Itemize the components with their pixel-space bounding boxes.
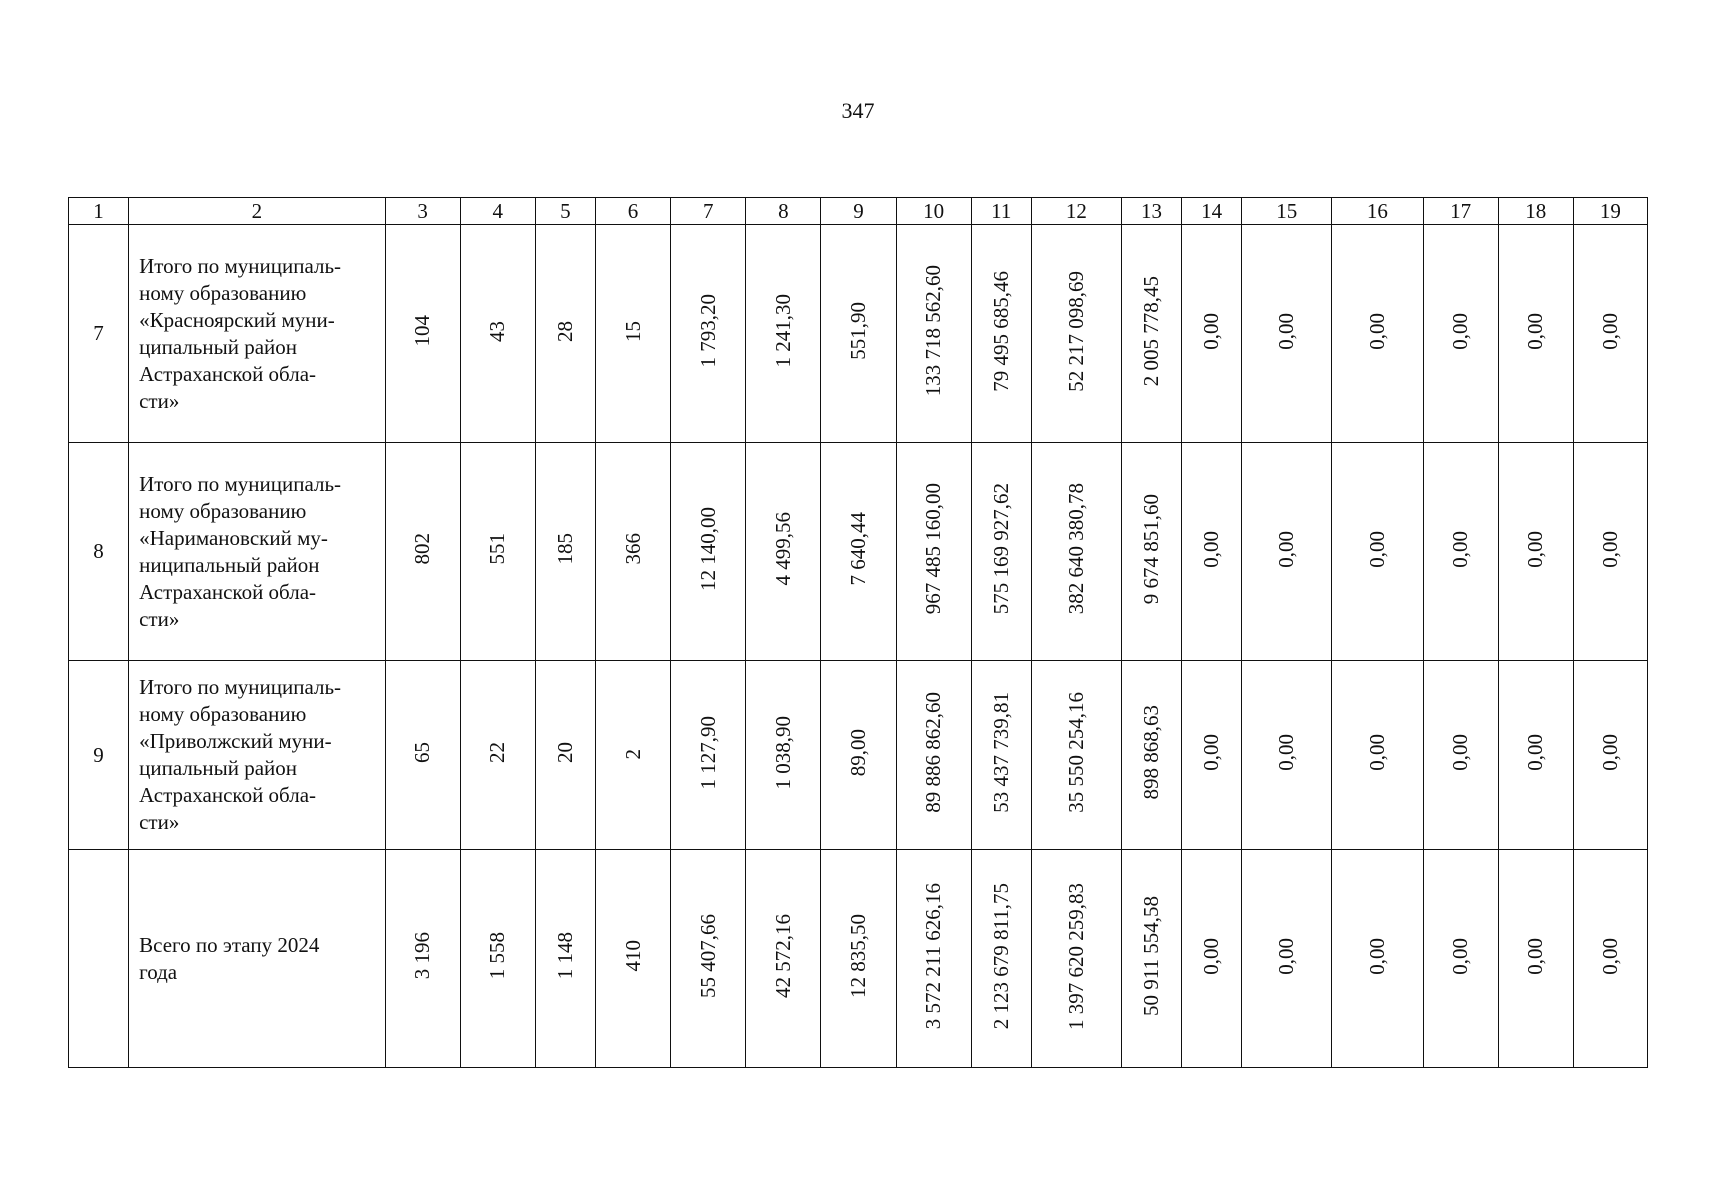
table-cell bbox=[1242, 850, 1332, 1068]
cell-value: 0,00 bbox=[1523, 312, 1548, 350]
table-cell bbox=[971, 661, 1031, 850]
cell-value: 1 397 620 259,83 bbox=[1063, 882, 1088, 1030]
cell-value: 1 038,90 bbox=[770, 715, 795, 790]
table-cell bbox=[1242, 443, 1332, 661]
table-cell bbox=[1573, 850, 1647, 1068]
table-cell bbox=[671, 850, 746, 1068]
cell-value: 0,00 bbox=[1448, 937, 1473, 975]
column-header: 19 bbox=[1573, 198, 1647, 225]
table-cell bbox=[1121, 443, 1181, 661]
table-cell bbox=[1332, 850, 1423, 1068]
table-cell bbox=[746, 443, 821, 661]
table-cell bbox=[1242, 225, 1332, 443]
column-header: 14 bbox=[1182, 198, 1242, 225]
cell-value: 410 bbox=[620, 940, 645, 972]
cell-value: 575 169 927,62 bbox=[988, 483, 1013, 615]
table-cell bbox=[460, 443, 535, 661]
column-header: 18 bbox=[1498, 198, 1573, 225]
row-number: 9 bbox=[69, 661, 129, 850]
table-cell bbox=[1242, 661, 1332, 850]
cell-value: 55 407,66 bbox=[695, 914, 720, 998]
data-table bbox=[68, 197, 1648, 1068]
cell-value: 0,00 bbox=[1364, 530, 1389, 568]
cell-value: 0,00 bbox=[1364, 937, 1389, 975]
cell-value: 967 485 160,00 bbox=[921, 483, 946, 615]
table-cell bbox=[971, 443, 1031, 661]
table-cell bbox=[671, 225, 746, 443]
table-total-row bbox=[69, 850, 1648, 1068]
cell-value: 366 bbox=[620, 533, 645, 565]
cell-value: 0,00 bbox=[1364, 312, 1389, 350]
cell-value: 79 495 685,46 bbox=[988, 270, 1013, 392]
cell-value: 65 bbox=[410, 742, 435, 763]
table-cell bbox=[1182, 225, 1242, 443]
cell-value: 3 572 211 626,16 bbox=[921, 882, 946, 1030]
table-cell bbox=[1031, 661, 1121, 850]
table-cell bbox=[595, 225, 670, 443]
cell-value: 43 bbox=[485, 320, 510, 342]
cell-value: 0,00 bbox=[1597, 734, 1622, 771]
cell-value: 35 550 254,16 bbox=[1063, 692, 1088, 813]
table-cell bbox=[1031, 225, 1121, 443]
column-header: 7 bbox=[671, 198, 746, 225]
cell-value: 0,00 bbox=[1199, 530, 1224, 568]
row-name: Итого по муниципаль- ному образованию «Красноярский муни- ципальный район Астраханской обла- сти» bbox=[129, 225, 385, 443]
cell-value: 0,00 bbox=[1448, 530, 1473, 568]
table-cell bbox=[1423, 661, 1498, 850]
table-cell bbox=[1498, 850, 1573, 1068]
row-name: Итого по муниципаль- ному образованию «Приволжский муни- ципальный район Астраханской обла- сти» bbox=[129, 661, 385, 850]
column-header: 2 bbox=[129, 198, 385, 225]
cell-value: 22 bbox=[485, 742, 510, 763]
table-cell bbox=[896, 225, 971, 443]
table-cell bbox=[535, 850, 595, 1068]
cell-value: 4 499,56 bbox=[770, 512, 795, 586]
table-cell bbox=[1121, 225, 1181, 443]
table-cell bbox=[385, 850, 460, 1068]
cell-value: 0,00 bbox=[1597, 312, 1622, 350]
table-cell bbox=[821, 225, 896, 443]
cell-value: 0,00 bbox=[1274, 530, 1299, 568]
table-row bbox=[69, 225, 1648, 443]
cell-value: 382 640 380,78 bbox=[1063, 483, 1088, 615]
cell-value: 0,00 bbox=[1199, 312, 1224, 350]
table-cell bbox=[821, 661, 896, 850]
table-cell bbox=[385, 225, 460, 443]
row-name: Всего по этапу 2024 года bbox=[129, 850, 385, 1068]
cell-value: 20 bbox=[552, 742, 577, 763]
cell-value: 2 005 778,45 bbox=[1139, 275, 1163, 387]
header-row bbox=[69, 198, 1648, 225]
cell-value: 28 bbox=[552, 320, 577, 342]
table-cell bbox=[1423, 443, 1498, 661]
table-cell bbox=[1182, 661, 1242, 850]
table-cell bbox=[1332, 443, 1423, 661]
cell-value: 1 148 bbox=[552, 932, 577, 980]
column-header: 1 bbox=[69, 198, 129, 225]
table-cell bbox=[821, 850, 896, 1068]
table-cell bbox=[1121, 850, 1181, 1068]
cell-value: 1 241,30 bbox=[770, 294, 795, 368]
cell-value: 3 196 bbox=[410, 932, 435, 980]
cell-value: 0,00 bbox=[1523, 530, 1548, 568]
cell-value: 185 bbox=[552, 533, 577, 565]
table-cell bbox=[535, 443, 595, 661]
column-header: 4 bbox=[460, 198, 535, 225]
table-cell bbox=[385, 661, 460, 850]
column-header: 17 bbox=[1423, 198, 1498, 225]
table-cell bbox=[1573, 661, 1647, 850]
table-cell bbox=[385, 443, 460, 661]
cell-value: 2 123 679 811,75 bbox=[988, 882, 1013, 1030]
cell-value: 1 127,90 bbox=[695, 715, 720, 790]
cell-value: 52 217 098,69 bbox=[1063, 270, 1088, 392]
column-header: 6 bbox=[595, 198, 670, 225]
cell-value: 0,00 bbox=[1199, 937, 1224, 975]
cell-value: 0,00 bbox=[1364, 734, 1389, 771]
column-header: 11 bbox=[971, 198, 1031, 225]
table-row bbox=[69, 661, 1648, 850]
table-cell bbox=[460, 225, 535, 443]
column-header: 13 bbox=[1121, 198, 1181, 225]
cell-value: 89,00 bbox=[845, 728, 870, 777]
table-cell bbox=[1031, 443, 1121, 661]
cell-value: 7 640,44 bbox=[845, 512, 870, 586]
table-cell bbox=[595, 850, 670, 1068]
cell-value: 12 140,00 bbox=[695, 507, 720, 591]
column-header: 9 bbox=[821, 198, 896, 225]
table-cell bbox=[671, 661, 746, 850]
table-cell bbox=[896, 661, 971, 850]
cell-value: 1 558 bbox=[485, 932, 510, 980]
cell-value: 551 bbox=[485, 533, 510, 565]
table-cell bbox=[535, 225, 595, 443]
table-cell bbox=[1498, 443, 1573, 661]
table-cell bbox=[1573, 443, 1647, 661]
cell-value: 9 674 851,60 bbox=[1139, 493, 1163, 605]
table-cell bbox=[1031, 850, 1121, 1068]
table-cell bbox=[896, 443, 971, 661]
column-header: 5 bbox=[535, 198, 595, 225]
table-cell bbox=[1121, 661, 1181, 850]
table-cell bbox=[1182, 443, 1242, 661]
table-cell bbox=[1182, 850, 1242, 1068]
cell-value: 2 bbox=[620, 748, 645, 759]
cell-value: 802 bbox=[410, 533, 435, 565]
cell-value: 133 718 562,60 bbox=[921, 265, 946, 397]
cell-value: 0,00 bbox=[1523, 734, 1548, 771]
column-header: 8 bbox=[746, 198, 821, 225]
cell-value: 898 868,63 bbox=[1139, 705, 1163, 800]
table-cell bbox=[535, 661, 595, 850]
table-cell bbox=[1332, 225, 1423, 443]
page-number: 347 bbox=[841, 98, 875, 123]
table-cell bbox=[896, 850, 971, 1068]
cell-value: 0,00 bbox=[1523, 937, 1548, 975]
table-cell bbox=[671, 443, 746, 661]
cell-value: 0,00 bbox=[1274, 937, 1299, 975]
table-cell bbox=[746, 850, 821, 1068]
table-cell bbox=[1498, 661, 1573, 850]
table-cell bbox=[746, 225, 821, 443]
row-number: 8 bbox=[69, 443, 129, 661]
column-header: 3 bbox=[385, 198, 460, 225]
row-number bbox=[69, 850, 129, 1068]
cell-value: 0,00 bbox=[1274, 734, 1299, 771]
cell-value: 0,00 bbox=[1448, 312, 1473, 350]
cell-value: 89 886 862,60 bbox=[921, 692, 946, 813]
table-cell bbox=[1573, 225, 1647, 443]
cell-value: 551,90 bbox=[845, 302, 870, 360]
column-header: 12 bbox=[1031, 198, 1121, 225]
cell-value: 53 437 739,81 bbox=[988, 692, 1013, 813]
cell-value: 0,00 bbox=[1274, 312, 1299, 350]
table-cell bbox=[971, 225, 1031, 443]
cell-value: 0,00 bbox=[1597, 530, 1622, 568]
table-cell bbox=[971, 850, 1031, 1068]
table-row bbox=[69, 443, 1648, 661]
table-cell bbox=[1423, 225, 1498, 443]
table-cell bbox=[746, 661, 821, 850]
table-cell bbox=[460, 850, 535, 1068]
column-header: 16 bbox=[1332, 198, 1423, 225]
row-name: Итого по муниципаль- ному образованию «Наримановский му- ниципальный район Астраханской обла- сти» bbox=[129, 443, 385, 661]
cell-value: 15 bbox=[620, 320, 645, 342]
cell-value: 0,00 bbox=[1199, 734, 1224, 771]
table-cell bbox=[1423, 850, 1498, 1068]
cell-value: 1 793,20 bbox=[695, 294, 720, 368]
table-cell bbox=[821, 443, 896, 661]
cell-value: 50 911 554,58 bbox=[1139, 896, 1163, 1016]
table-cell bbox=[595, 443, 670, 661]
cell-value: 104 bbox=[410, 315, 435, 347]
column-header: 15 bbox=[1242, 198, 1332, 225]
column-header: 10 bbox=[896, 198, 971, 225]
row-number: 7 bbox=[69, 225, 129, 443]
table-cell bbox=[595, 661, 670, 850]
cell-value: 0,00 bbox=[1597, 937, 1622, 975]
cell-value: 0,00 bbox=[1448, 734, 1473, 771]
cell-value: 12 835,50 bbox=[845, 914, 870, 998]
table-cell bbox=[1498, 225, 1573, 443]
table-cell bbox=[460, 661, 535, 850]
table-cell bbox=[1332, 661, 1423, 850]
cell-value: 42 572,16 bbox=[770, 914, 795, 998]
